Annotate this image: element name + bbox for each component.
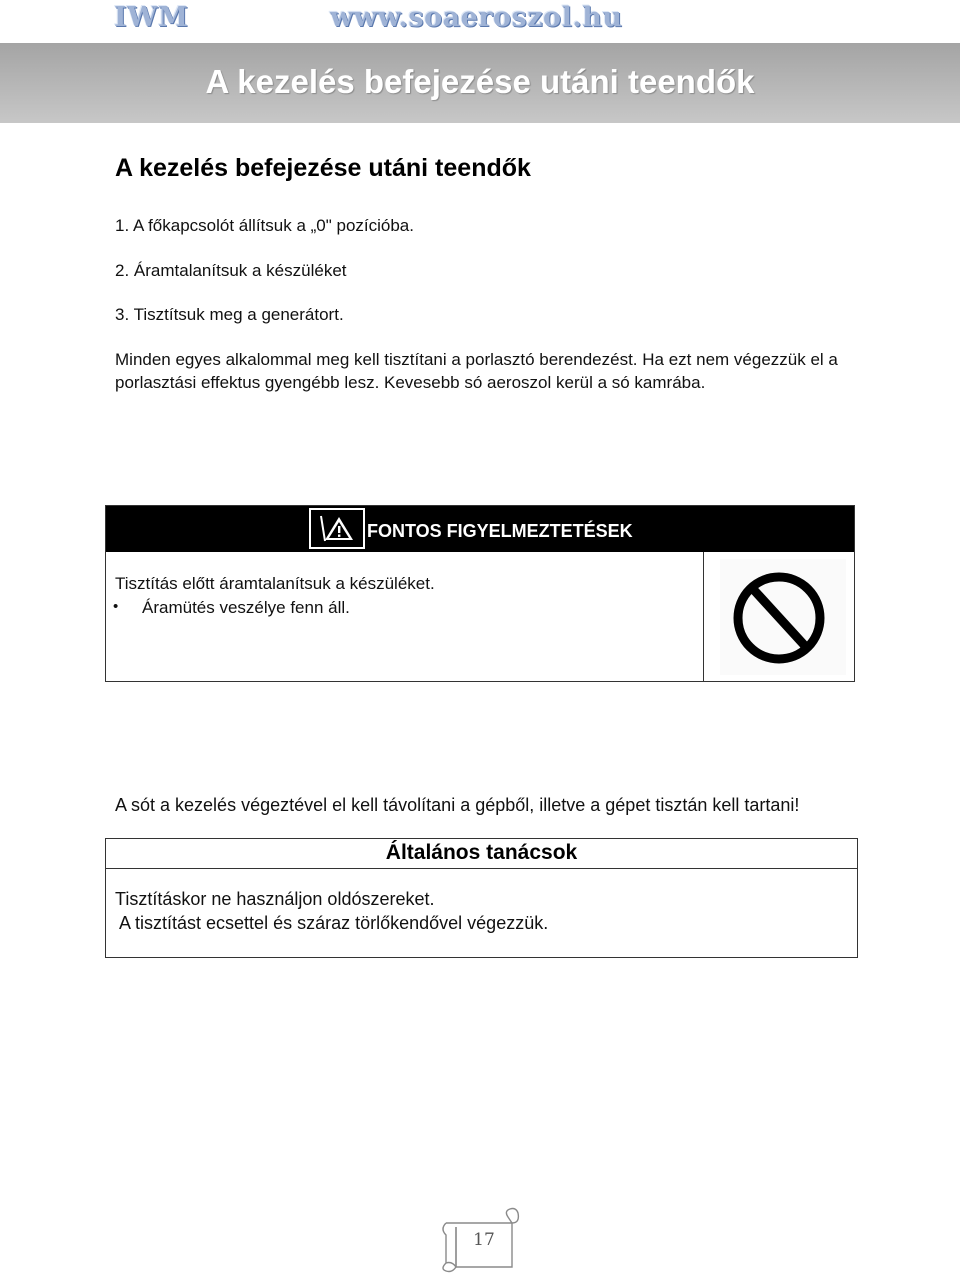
- page-title: A kezelés befejezése utáni teendők: [115, 154, 531, 182]
- step-item: 2. Áramtalanítsuk a készüléket: [115, 261, 347, 280]
- warning-text: Tisztítás előtt áramtalanítsuk a készüléket.: [115, 574, 435, 593]
- advice-header: [106, 839, 857, 869]
- advice-line: A tisztítást ecsettel és száraz törlőkendővel végezzük.: [115, 913, 549, 933]
- header-bar: [0, 43, 960, 123]
- advice-line: Tisztításkor ne használjon oldószereket.: [115, 889, 435, 909]
- warning-bullet-text: Áramütés veszélye fenn áll.: [142, 598, 350, 617]
- warning-divider: [703, 552, 704, 682]
- page-number: 17: [473, 1230, 495, 1250]
- prohibition-icon: [720, 559, 846, 675]
- warning-triangle-icon: [309, 508, 365, 549]
- brand-url: www.soaeroszol.hu: [330, 2, 623, 33]
- advice-box: [105, 838, 858, 958]
- header-title: A kezelés befejezése utáni teendők: [205, 63, 755, 100]
- cleaning-paragraph: Minden egyes alkalommal meg kell tisztítani a porlasztó berendezést. Ha ezt nem végezzük el a porlasztási effektus gyengébb lesz. Kevesebb só aeroszol kerül a só kamrába.: [115, 350, 838, 392]
- warning-box: [105, 505, 855, 682]
- warning-bullet: [113, 598, 350, 618]
- brand-logo-text: IWM: [114, 2, 189, 33]
- advice-title: Általános tanácsok: [385, 841, 578, 864]
- warning-title: FONTOS FIGYELMEZTETÉSEK: [367, 513, 639, 549]
- bullet-dot: •: [113, 598, 119, 615]
- warning-header: [106, 506, 854, 552]
- step-item: 3. Tisztítsuk meg a generátort.: [115, 305, 344, 324]
- removal-note: A sót a kezelés végeztével el kell távolítani a gépből, illetve a gépet tisztán kell tartani!: [115, 795, 800, 815]
- step-item: 1. A főkapcsolót állítsuk a „0" pozícióba.: [115, 216, 414, 235]
